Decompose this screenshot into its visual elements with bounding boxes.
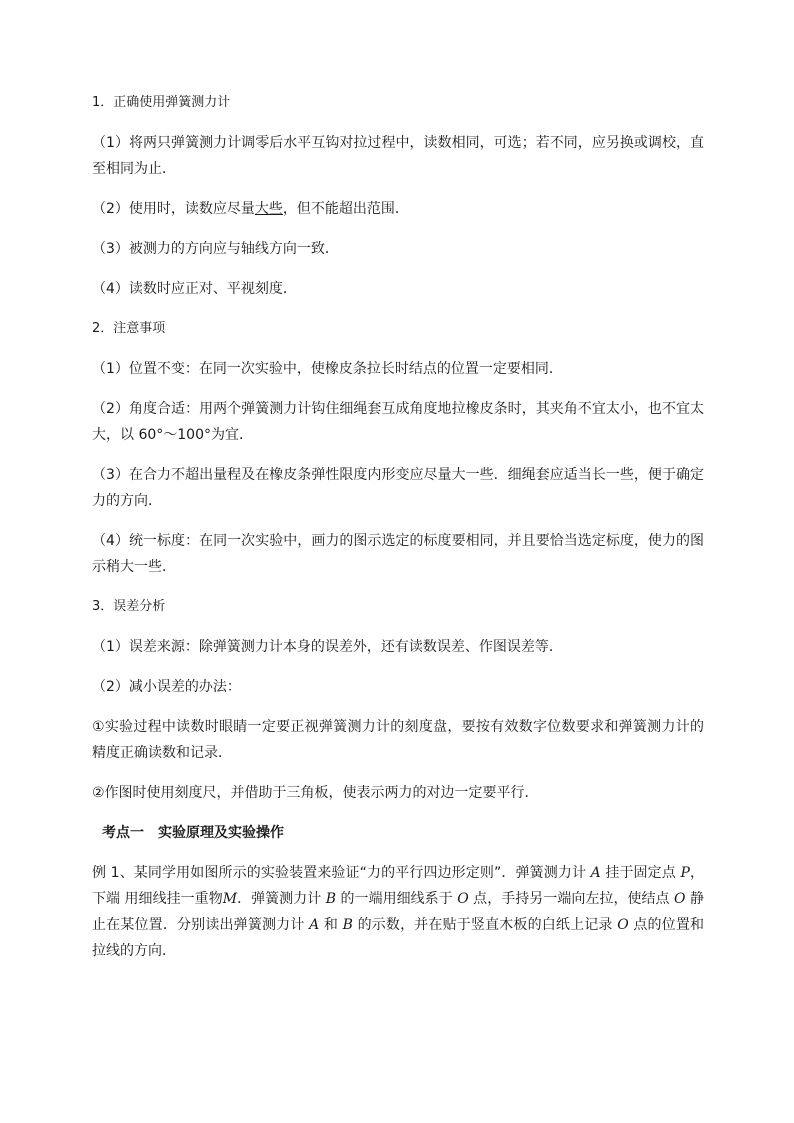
paragraph xyxy=(92,196,704,222)
example-text: 例 1、某同学用如图所示的实验装置来验证“力的平行四边形定则”．弹簧测力计 xyxy=(92,865,591,881)
example-text: ．弹簧测力计 xyxy=(237,891,326,907)
paragraph: （1）误差来源：除弹簧测力计本身的误差外，还有读数误差、作图误差等． xyxy=(92,639,563,655)
example-paragraph xyxy=(92,860,704,964)
example-text: 点的位置和拉线的方向． xyxy=(92,917,705,959)
document-body xyxy=(92,90,704,978)
paragraph: （2）角度合适：用两个弹簧测力计钩住细绳套互成角度地拉橡皮条时，其夹角不宜太小，也不宜太大，以 60°～100°为宜． xyxy=(92,401,704,443)
paragraph-text: （2）使用时，读数应尽量 xyxy=(92,201,255,217)
section-heading-precautions: 2．注意事项 xyxy=(92,321,166,336)
variable-M: M xyxy=(222,891,238,907)
variable-A: A xyxy=(590,865,601,881)
paragraph: ②作图时使用刻度尺，并借助于三角板，使表示两力的对边一定要平行． xyxy=(92,785,539,801)
example-text: 的示数，并在贴于竖直木板的白纸上记录 xyxy=(352,917,618,933)
variable-O: O xyxy=(457,891,469,907)
paragraph: ①实验过程中读数时眼睛一定要正视弹簧测力计的刻度盘，要按有效数字位数要求和弹簧测力计的精度正确读数和记录． xyxy=(92,719,704,761)
underlined-text: 大些 xyxy=(254,201,283,217)
variable-A: A xyxy=(309,917,320,933)
variable-O: O xyxy=(674,891,686,907)
example-text: ，下端 用细线挂一重物 xyxy=(92,865,705,907)
variable-B: B xyxy=(325,891,337,907)
variable-B: B xyxy=(342,917,353,933)
paragraph: （3）在合力不超出量程及在橡皮条弹性限度内形变应尽量大一些．细绳套应适当长一些，便于确定力的方向． xyxy=(92,467,704,509)
topic-title: 考点一 实验原理及实验操作 xyxy=(102,825,284,841)
example-text: 和 xyxy=(319,917,343,933)
paragraph: （1）位置不变：在同一次实验中，使橡皮条拉长时结点的位置一定要相同． xyxy=(92,361,563,377)
variable-O: O xyxy=(617,917,629,933)
example-text: 静止在某位置．分别读出弹簧测力计 xyxy=(92,891,705,933)
example-text: 点，手持另一端向左拉，使结点 xyxy=(468,891,675,907)
variable-P: P xyxy=(680,865,690,881)
paragraph-text: ，但不能超出范围． xyxy=(282,201,409,217)
paragraph: （4）读数时应正对、平视刻度． xyxy=(92,281,297,297)
example-text: 的一端用细线系于 xyxy=(336,891,458,907)
paragraph: （4）统一标度：在同一次实验中，画力的图示选定的标度要相同，并且要恰当选定标度，使力的图示稍大一些． xyxy=(92,533,704,575)
section-heading-error-analysis: 3．误差分析 xyxy=(92,599,166,614)
example-text: 挂于固定点 xyxy=(600,865,681,881)
section-heading-usage: 1．正确使用弹簧测力计 xyxy=(92,95,231,110)
paragraph: （1）将两只弹簧测力计调零后水平互钩对拉过程中，读数相同，可选；若不同，应另换或调校，直至相同为止． xyxy=(92,135,704,177)
paragraph: （2）减小误差的办法： xyxy=(92,679,241,695)
paragraph: （3）被测力的方向应与轴线方向一致． xyxy=(92,241,339,257)
